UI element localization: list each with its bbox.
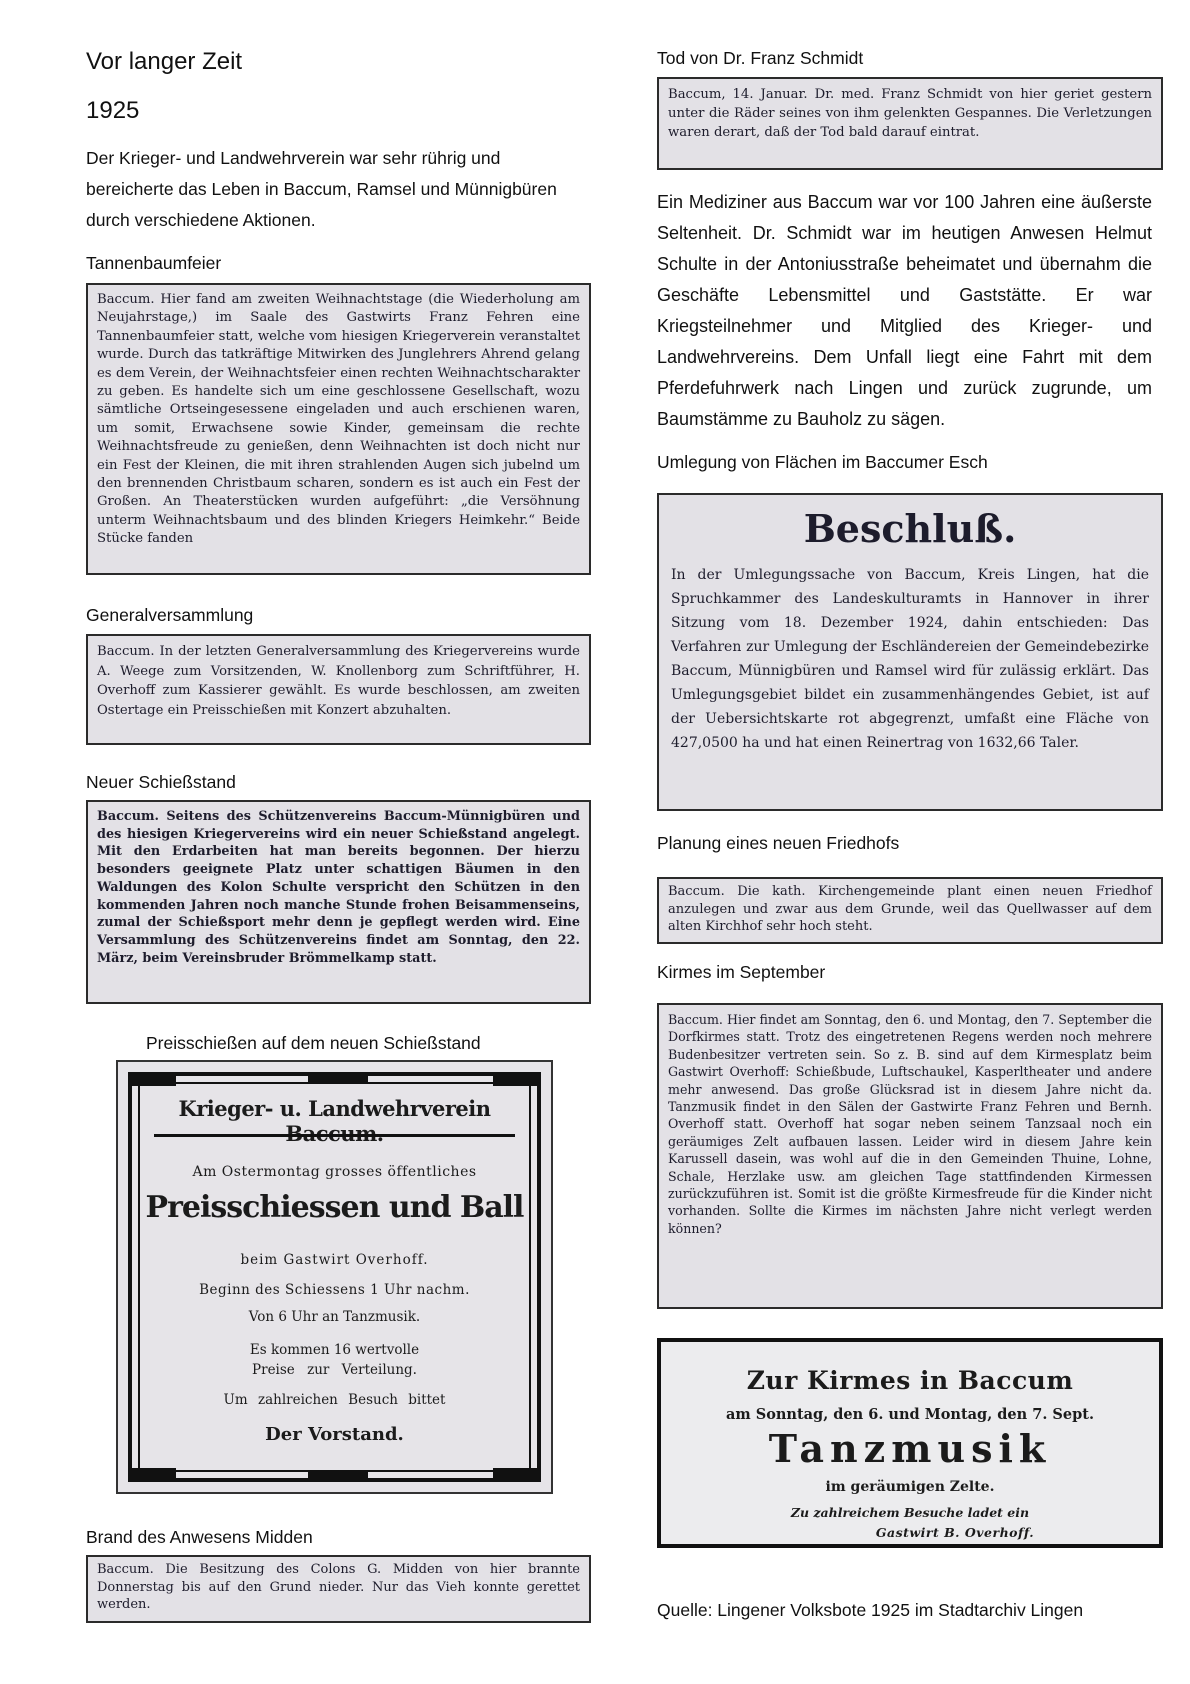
advert-preisschiessen (116, 1060, 553, 1494)
advert-rule (154, 1134, 515, 1137)
advert-signature: Der Vorstand. (265, 1424, 404, 1445)
tanzmusik-place: im geräumigen Zelte. (825, 1479, 995, 1495)
umlegung-text: In der Umlegungssache von Baccum, Kreis Lingen, hat die Spruchkammer des Landeskulturamts in Hannover in ihrer Sitzung vom 18. Dezember 1924, dahin entschieden: Das Verfahren zur Umlegung der Eschländereien der Gemeindebezirke Baccum, Münnigbüren und Ramsel wird für zulässig erklärt. Das Umlegungsgebiet bildet ein zusammenhängendes Gebiet, ist auf der Uebersichtskarte rot abgegrenzt, umfaßt eine Fläche von 427,0500 ha und hat einen Reinertrag von 1632,66 Taler. (671, 567, 1149, 751)
clipping-tannenbaumfeier-text: Baccum. Hier fand am zweiten Weihnachtstage (die Wiederholung am Neujahrstage,) im Saale des Gastwirts Franz Fehren eine Tannenbaumfeier statt, welche vom hiesigen Kriegerverein veranstaltet wurde. Durch das tatkräftige Mitwirken des Junglehrers Ahrend gelang es dem Verein, der Weihnachtsfeier einen rechten Weihnachtscharakter zu geben. Es handelte sich um eine geschlossene Gesellschaft, wozu sämtliche Ortseingesessene eingeladen und auch erschienen waren, um somit, Erwachsene sowie Kinder, gemeinsam die rechte Weihnachtsfreude zu genießen, denn Weihnachten ist doch nicht nur ein Fest der Kleinen, die mit ihren strahlenden Augen sich jubelnd um den brennenden Christbaum scharen, sondern es ist auch ein Fest der Großen. An Theaterstücken wurden aufgeführt: „die Versöhnung unterm Weihnachtsbaum und des blinden Kriegers Heimkehr.“ Beide Stücke fanden (97, 292, 580, 547)
clipping-kirmes (657, 1003, 1163, 1309)
tanzmusik-invite: Zu zahlreichem Besuche ladet ein (790, 1505, 1030, 1520)
source-note: Quelle: Lingener Volksbote 1925 im Stadtarchiv Lingen (657, 1600, 1084, 1620)
clipping-tannenbaumfeier (86, 283, 591, 575)
advert-line-4: Von 6 Uhr an Tanzmusik. (248, 1309, 421, 1325)
label-tannenbaumfeier: Tannenbaumfeier (86, 253, 222, 273)
frame-ornament (308, 1076, 368, 1084)
label-brand: Brand des Anwesens Midden (86, 1527, 313, 1547)
advert-headline: Preisschiessen und Ball (145, 1190, 524, 1225)
label-schmidt: Tod von Dr. Franz Schmidt (657, 48, 864, 68)
tanzmusik-host: Gastwirt B. Overhoff. (875, 1525, 1035, 1540)
clipping-umlegung (657, 493, 1163, 811)
advert-line-3: Beginn des Schiessens 1 Uhr nachm. (199, 1282, 470, 1298)
advert-title: Krieger- u. Landwehrverein (178, 1096, 491, 1121)
frame-ornament (308, 1470, 368, 1478)
clipping-friedhof-text: Baccum. Die kath. Kirchengemeinde plant einen neuen Friedhof anzulegen und zwar aus dem Grunde, weil das Quellwasser auf dem alten Kirchhof sehr hoch steht. (668, 884, 1152, 934)
clipping-schiessstand-text: Baccum. Seitens des Schützenvereins Baccum-Münnigbüren und des hiesigen Kriegervereins wird ein neuer Schießstand angelegt. Mit den Erdarbeiten hat man bereits begonnen. Der hierzu besonders geeignete Platz unter schattigen Bäumen in den Waldungen des Kolon Schulte verspricht den Schützen in den kommenden Jahren noch manche Stunde frohen Beisammenseins, zumal der Schießsport mehr denn je gepflegt werden wird. Eine Versammlung des Schützenvereins findet am Sonntag, den 22. März, beim Vereinsbruder Brömmelkamp statt. (97, 809, 580, 966)
advert-tanzmusik (657, 1338, 1163, 1548)
clipping-kirmes-text: Baccum. Hier findet am Sonntag, den 6. und Montag, den 7. September die Dorfkirmes statt. Trotz des eingetretenen Regens werden noch mehrere Budenbesitzer vertreten sein. So z. B. sind auf dem Kirmesplatz beim Gastwirt Overhoff: Schießbude, Luftschaukel, Kasperltheater und andere mehr anwesend. Das große Glücksrad ist in diesem Jahre nicht da. Tanzmusik findet in den Sälen der Gastwirte Franz Fehren und Bernh. Overhoff statt. Overhoff hat sogar neben seinem Tanzsaal noch ein geräumiges Zelt aufbauen lassen. Leider wird in diesem Jahre kein Karussell dasein, was wohl auf die in den Gemeinden Thuine, Lohne, Schale, Herzlake usw. am gleichen Tage stattfindenden Kirmessen zurückzuführen ist. Somit ist die größte Kirmesfreude für die Kinder nicht vorhanden. Sollte die Kirmes im nächsten Jahre nicht verlegt werden können? (668, 1012, 1152, 1236)
page-title: Vor langer Zeit (86, 48, 243, 75)
clipping-friedhof (657, 877, 1163, 944)
label-preisschiessen: Preisschießen auf dem neuen Schießstand (146, 1033, 481, 1053)
corner-ornament (132, 1468, 176, 1478)
tanzmusik-headline: Tanzmusik (768, 1426, 1052, 1471)
advert-line-1: Am Ostermontag grosses öffentliches (192, 1164, 477, 1180)
advert-line-5: Es kommen 16 wertvolle (249, 1342, 420, 1358)
clipping-schmidt (657, 77, 1163, 170)
clipping-schmidt-text: Baccum, 14. Januar. Dr. med. Franz Schmidt von hier geriet gestern unter die Räder seines von ihm gelenkten Gespannes. Die Verletzungen waren derart, daß der Tod bald darauf eintrat. (668, 87, 1152, 140)
corner-ornament (132, 1076, 176, 1086)
tanzmusik-dates: am Sonntag, den 6. und Montag, den 7. Sept. (725, 1406, 1095, 1423)
schmidt-commentary: Ein Mediziner aus Baccum war vor 100 Jahren eine äußerste Seltenheit. Dr. Schmidt war im heutigen Anwesen Helmut Schulte in der Antoniusstraße beheimatet und übernahm die Geschäfte Lebensmittel und Gaststätte. Er war Kriegsteilnehmer und Mitglied des Krieger- und Landwehrvereins. Dem Unfall liegt eine Fahrt mit dem Pferdefuhrwerk nach Lingen und zurück zugrunde, um Baumstämme zu Bauholz zu sägen. (657, 192, 1152, 429)
advert-line-7: Um zahlreichen Besuch bittet (223, 1392, 446, 1408)
umlegung-heading: Beschluß. (803, 506, 1017, 551)
label-kirmes: Kirmes im September (657, 962, 826, 982)
tanzmusik-title: Zur Kirmes in Baccum (746, 1366, 1074, 1395)
clipping-generalversammlung-text: Baccum. In der letzten Generalversammlung des Kriegervereins wurde A. Weege zum Vorsitzenden, W. Knollenborg zum Schriftführer, H. Overhoff zum Kassierer gewählt. Es wurde beschlossen, am zweiten Ostertage ein Preisschießen mit Konzert abzuhalten. (97, 644, 580, 718)
clipping-brand-text: Baccum. Die Besitzung des Colons G. Midden von hier brannte Donnerstag bis auf den Grund nieder. Nur das Vieh konnte gerettet werden. (97, 1562, 580, 1612)
label-umlegung: Umlegung von Flächen im Baccumer Esch (657, 452, 988, 472)
corner-ornament (493, 1076, 537, 1086)
label-friedhof: Planung eines neuen Friedhofs (657, 833, 900, 853)
clipping-brand (86, 1555, 591, 1623)
clipping-generalversammlung (86, 634, 591, 745)
clipping-schiessstand (86, 800, 591, 1004)
advert-line-2: beim Gastwirt Overhoff. (240, 1252, 429, 1268)
advert-line-6: Preise zur Verteilung. (252, 1362, 417, 1378)
corner-ornament (493, 1468, 537, 1478)
year-heading: 1925 (86, 97, 140, 124)
label-generalversammlung: Generalversammlung (86, 605, 254, 625)
intro-paragraph: Der Krieger- und Landwehrverein war sehr rührig und bereicherte das Leben in Baccum, Ramsel und Münnigbüren durch verschiedene Aktionen. (86, 148, 557, 230)
label-schiessstand: Neuer Schießstand (86, 772, 236, 792)
